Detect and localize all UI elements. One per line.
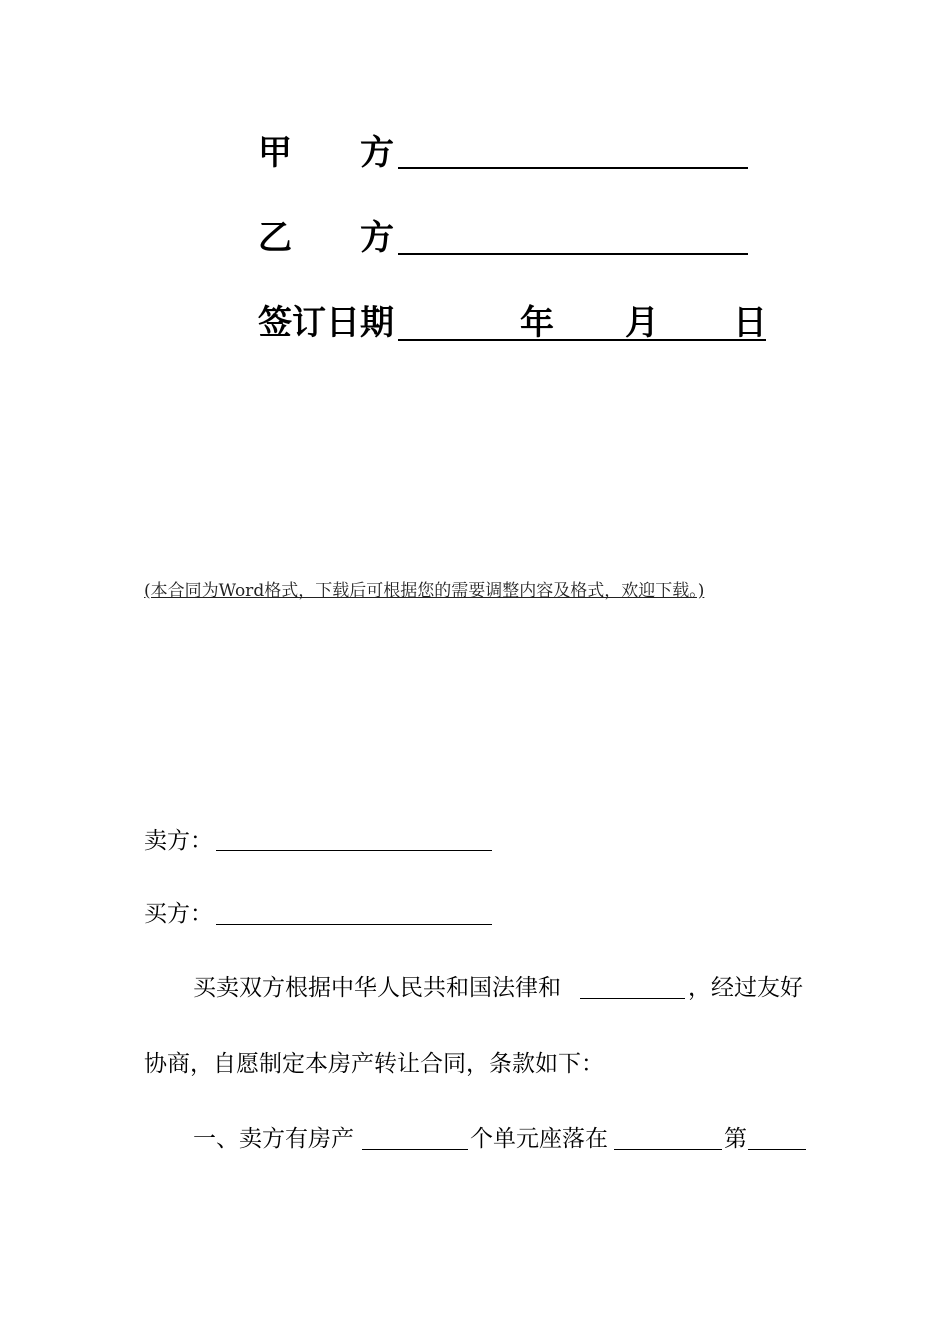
clause-1-middle: 个单元座落在 <box>470 1126 608 1152</box>
sign-date-month: 月 <box>625 303 659 343</box>
party-b-label-char2: 方 <box>360 218 394 258</box>
clause-1-blank-number <box>748 1149 806 1150</box>
paragraph-1-end: ，经过友好 <box>688 975 803 1001</box>
paragraph-1-start: 买卖双方根据中华人民共和国法律和 <box>193 975 561 1001</box>
clause-1-start: 一、卖方有房产 <box>193 1126 354 1152</box>
buyer-label: 买方： <box>144 901 213 927</box>
party-b-fill-line <box>398 253 748 255</box>
sign-date-year: 年 <box>520 303 554 343</box>
seller-fill-line <box>216 850 492 851</box>
sign-date-label: 签订日期 <box>258 303 394 343</box>
clause-1-blank-location <box>614 1149 722 1150</box>
party-b-label-char1: 乙 <box>258 218 292 258</box>
buyer-fill-line <box>216 924 492 925</box>
paragraph-1-blank <box>580 998 685 999</box>
party-a-fill-line <box>398 167 748 169</box>
sign-date-day: 日 <box>733 303 767 343</box>
clause-1-blank-units <box>362 1149 468 1150</box>
paragraph-2: 协商，自愿制定本房产转让合同，条款如下： <box>144 1051 604 1077</box>
clause-1-end: 第 <box>724 1126 747 1152</box>
party-a-label-char2: 方 <box>360 133 394 173</box>
seller-label: 卖方： <box>144 828 213 854</box>
sign-date-fill-line <box>398 339 766 341</box>
party-a-label-char1: 甲 <box>258 133 292 173</box>
format-note: (本合同为Word格式，下载后可根据您的需要调整内容及格式，欢迎下载。) <box>144 581 705 601</box>
